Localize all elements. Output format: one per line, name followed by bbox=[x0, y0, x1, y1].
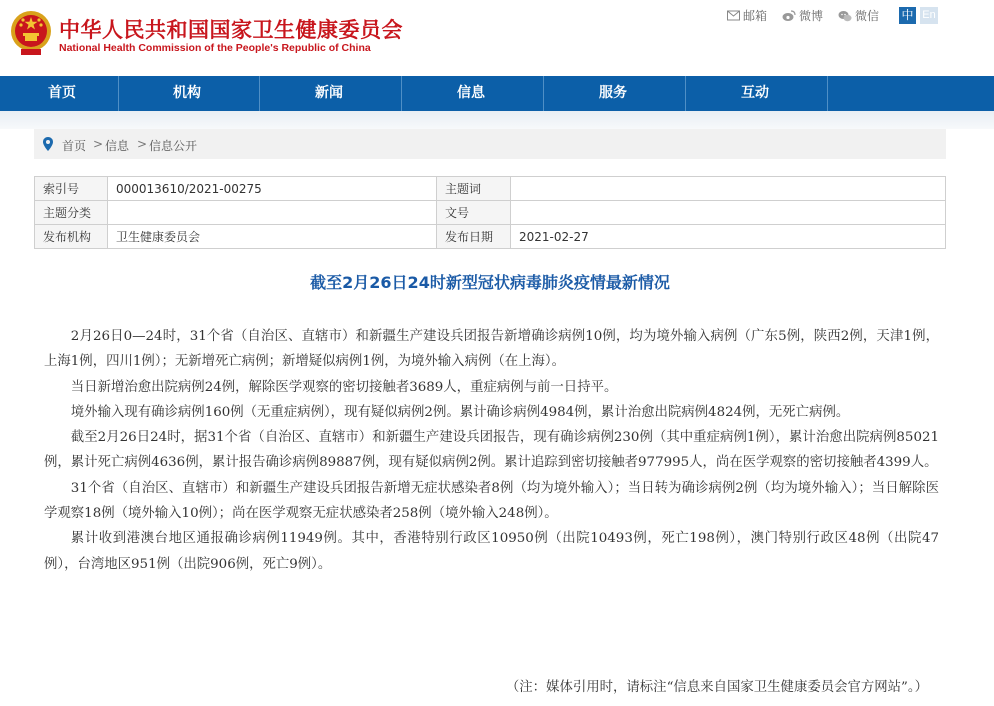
nav-item-news[interactable]: 新闻 bbox=[315, 85, 343, 101]
nav-subband bbox=[0, 111, 994, 129]
breadcrumb-separator: > bbox=[93, 137, 104, 151]
site-header bbox=[0, 0, 994, 76]
nav-item-interaction[interactable]: 互动 bbox=[741, 85, 769, 101]
weibo-link-label: 微博 bbox=[799, 9, 824, 23]
document-meta-table bbox=[34, 176, 946, 249]
publisher-label: 发布机构 bbox=[35, 225, 108, 249]
lang-en-button[interactable]: En bbox=[920, 7, 938, 24]
breadcrumb-info-public[interactable]: 信息公开 bbox=[149, 139, 198, 153]
nav-divider bbox=[259, 76, 260, 111]
nav-divider bbox=[118, 76, 119, 111]
index-label: 索引号 bbox=[35, 177, 108, 201]
mail-icon bbox=[727, 10, 740, 21]
subject-value bbox=[511, 177, 946, 201]
mail-link[interactable] bbox=[727, 7, 767, 24]
lang-cn-button[interactable]: 中 bbox=[899, 7, 916, 24]
site-title-en: National Health Commission of the People's Republic of China bbox=[59, 42, 371, 54]
wechat-link-label: 微信 bbox=[855, 9, 880, 23]
national-emblem-icon bbox=[9, 9, 53, 59]
date-value: 2021-02-27 bbox=[511, 225, 946, 249]
breadcrumb-separator: > bbox=[137, 137, 148, 151]
weibo-icon bbox=[782, 10, 796, 22]
article-paragraph: 截至2月26日24时，据31个省（自治区、直辖市）和新疆生产建设兵团报告，现有确诊病例230例（其中重症病例1例），累计治愈出院病例85021例，累计死亡病例4636例，累计报告确诊病例89887例，现有疑似病例2例。累计追踪到密切接触者977995人，尚在医学观察的密切接触者4399人。 bbox=[44, 430, 939, 471]
subject-label: 主题词 bbox=[437, 177, 511, 201]
article-paragraph: 当日新增治愈出院病例24例，解除医学观察的密切接触者3689人，重症病例与前一日持平。 bbox=[70, 379, 618, 395]
breadcrumb bbox=[34, 129, 946, 159]
table-row bbox=[35, 201, 946, 225]
category-label: 主题分类 bbox=[35, 201, 108, 225]
site-title-cn: 中华人民共和国国家卫生健康委员会 bbox=[59, 18, 403, 42]
nav-item-info[interactable]: 信息 bbox=[457, 85, 485, 101]
weibo-link[interactable] bbox=[782, 7, 823, 24]
article-title: 截至2月26日24时新型冠状病毒肺炎疫情最新情况 bbox=[310, 273, 670, 292]
nav-divider bbox=[401, 76, 402, 111]
location-pin-icon bbox=[43, 137, 53, 151]
article-paragraph: 31个省（自治区、直辖市）和新疆生产建设兵团报告新增无症状感染者8例（均为境外输入）；当日转为确诊病例2例（均为境外输入）；当日解除医学观察18例（境外输入10例）；尚在医学观察无症状感染者258例（境外输入248例）。 bbox=[44, 480, 939, 522]
article-paragraph: 境外输入现有确诊病例160例（无重症病例），现有疑似病例2例。累计确诊病例4984例，累计治愈出院病例4824例，无死亡病例。 bbox=[70, 404, 850, 420]
docno-label: 文号 bbox=[437, 201, 511, 225]
article-paragraph: 累计收到港澳台地区通报确诊病例11949例。其中，香港特别行政区10950例（出院10493例，死亡198例），澳门特别行政区48例（出院47例），台湾地区951例（出院906例，死亡9例）。 bbox=[44, 531, 939, 572]
breadcrumb-info[interactable]: 信息 bbox=[105, 139, 130, 153]
docno-value bbox=[511, 201, 946, 225]
main-nav bbox=[0, 76, 994, 111]
nav-divider bbox=[543, 76, 544, 111]
citation-note: （注：媒体引用时，请标注“信息来自国家卫生健康委员会官方网站”。） bbox=[505, 680, 928, 695]
publisher-value: 卫生健康委员会 bbox=[108, 225, 437, 249]
article-paragraph: 2月26日0—24时，31个省（自治区、直辖市）和新疆生产建设兵团报告新增确诊病例10例，均为境外输入病例（广东5例，陕西2例，天津1例，上海1例，四川1例）；无新增死亡病例；新增疑似病例1例，为境外输入病例（在上海）。 bbox=[44, 329, 939, 370]
wechat-link[interactable] bbox=[838, 7, 879, 24]
wechat-icon bbox=[838, 10, 852, 22]
table-row bbox=[35, 225, 946, 249]
nav-item-services[interactable]: 服务 bbox=[599, 85, 627, 101]
index-value: 000013610/2021-00275 bbox=[108, 177, 437, 201]
category-value bbox=[108, 201, 437, 225]
date-label: 发布日期 bbox=[437, 225, 511, 249]
mail-link-label: 邮箱 bbox=[743, 9, 768, 23]
nav-divider bbox=[827, 76, 828, 111]
article-body bbox=[44, 324, 939, 577]
nav-divider bbox=[685, 76, 686, 111]
nav-item-home[interactable]: 首页 bbox=[48, 85, 76, 101]
table-row bbox=[35, 177, 946, 201]
breadcrumb-home[interactable]: 首页 bbox=[62, 139, 87, 153]
nav-item-institutions[interactable]: 机构 bbox=[173, 85, 201, 101]
